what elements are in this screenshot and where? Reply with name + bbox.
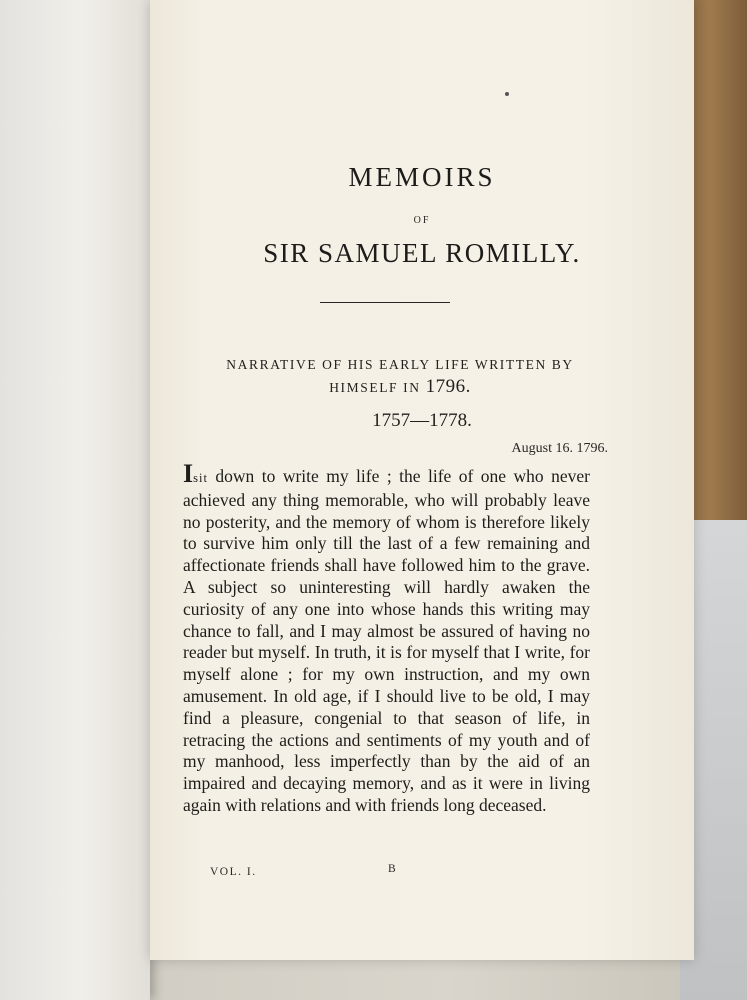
years-range: 1757—1778. — [372, 410, 472, 431]
volume-label: VOL. I. — [210, 866, 257, 878]
narrative-year: 1796. — [425, 376, 471, 397]
left-endpaper — [0, 0, 150, 1000]
wooden-surface — [685, 0, 747, 520]
narrative-heading-line1: NARRATIVE OF HIS EARLY LIFE WRITTEN BY — [226, 357, 574, 372]
signature-mark: B — [388, 863, 396, 875]
title-author: SIR SAMUEL ROMILLY. — [263, 238, 581, 268]
narrative-heading-himself: HIMSELF IN — [329, 380, 421, 395]
body-text: down to write my life ; the life of one who never achieved any thing memorable, who will probably leave no posterity, and the memory of whom is therefore likely to survive him only till the last of a few remaining and affectionate friends shall have followed him to the grave. A subject so uninteresting will hardly awaken the curiosity of any one into whose hands this writing may chance to fall, and I may almost be assured of having no reader but myself. In truth, it is for myself that I write, for myself alone ; for my own instruction, and my own amusement. In old age, if I should live to be old, I may find a pleasure, congenial to that season of life, in retracing the actions and sentiments of my youth and of my manhood, less imperfectly than by the aid of an impaired and decaying memory, and as it were in living again with relations and with friends long deceased. — [183, 466, 590, 815]
title-page — [150, 0, 694, 960]
drop-cap: I — [183, 459, 194, 488]
narrative-heading-line2 — [180, 376, 620, 399]
narrative-heading — [180, 354, 620, 399]
title-rule — [320, 302, 450, 303]
entry-date: August 16. 1796. — [511, 441, 608, 456]
title-memoirs: MEMOIRS — [348, 162, 496, 192]
body-paragraph — [183, 461, 590, 817]
ink-speck — [505, 92, 509, 96]
small-caps: sit — [193, 471, 208, 485]
title-of: OF — [413, 215, 431, 226]
